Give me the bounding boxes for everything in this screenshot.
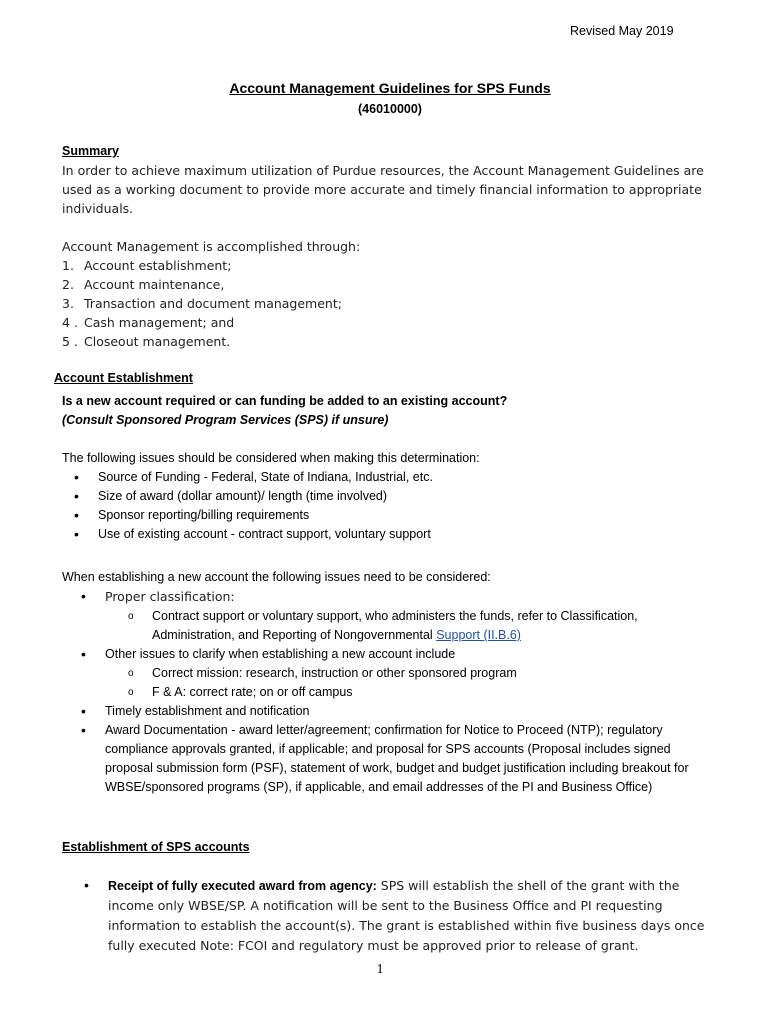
list-item: o Contract support or voluntary support, who administers the funds, refer to Classification, Administration, and Reporting of Nongovernmental Support (II.B.6) [62,607,712,645]
list-item: o F & A: correct rate; on or off campus [62,683,712,702]
revised-date: Revised May 2019 [570,24,674,38]
sps-accounts-heading: Establishment of SPS accounts [62,840,250,854]
support-link[interactable]: Support (II.B.6) [436,628,521,642]
sps-accounts-section [62,876,712,956]
issues-list [60,468,712,544]
list-item: 2. Account maintenance, [62,277,225,292]
list-item: 1. Account establishment; [62,258,232,273]
proper-sub-list [62,607,712,645]
list-item: o Correct mission: research, instruction or other sponsored program [62,664,712,683]
document-code: (46010000) [358,102,422,116]
list-item: • Use of existing account - contract support, voluntary support [60,525,712,544]
other-sub-list [62,664,712,702]
summary-section [62,142,712,351]
new-account-intro: When establishing a new account the following issues need to be considered: [62,570,491,584]
list-item: • Award Documentation - award letter/agreement; confirmation for Notice to Proceed (NTP); regulatory compliance approvals granted, if applicable; and proposal for SPS accounts (Proposal includes signed proposal submission form (PSF), statement of work, budget and budget justification including breakout for WBSE/sponsored programs (SP), if applicable, and email addresses of the PI and Business Office) [67,721,712,797]
document-title: Account Management Guidelines for SPS Funds [229,80,551,96]
account-establishment-section [62,392,712,797]
list-item: • Other issues to clarify when establishing a new account include [67,645,712,664]
list-item: 4 . Cash management; and [62,315,235,330]
account-establishment-heading: Account Establishment [54,371,193,385]
establishment-question: Is a new account required or can funding be added to an existing account? [62,394,508,408]
summary-heading: Summary [62,144,119,158]
list-item [70,876,712,956]
summary-text: In order to achieve maximum utilization of Purdue resources, the Account Management Guidelines are used as a working document to provide more accurate and timely financial information to appropriate individuals. [62,163,704,216]
receipt-label: Receipt of fully executed award from agency: [108,879,377,893]
sps-accounts-list [70,876,712,956]
issues-intro: The following issues should be considered when making this determination: [62,451,480,465]
list-item: 3. Transaction and document management; [62,296,342,311]
list-item: • Source of Funding - Federal, State of Indiana, Industrial, etc. [60,468,712,487]
list-item [67,587,712,607]
list-item: • Timely establishment and notification [67,702,712,721]
list-item: • Size of award (dollar amount)/ length (time involved) [60,487,712,506]
new-account-list [67,587,712,607]
timely-list [67,702,712,797]
other-issues-list [67,645,712,664]
list-item: • Sponsor reporting/billing requirements [60,506,712,525]
summary-list [62,256,712,351]
list-item: 5 . Closeout management. [62,334,231,349]
page-number: 1 [376,962,384,977]
establishment-consult: (Consult Sponsored Program Services (SPS) if unsure) [62,413,389,427]
summary-list-intro: Account Management is accomplished through: [62,239,361,254]
receipt-text: SPS will establish the shell of the grant with the income only WBSE/SP. A notification will be sent to the Business Office and PI requesting information to establish the account(s). The grant is established within five business days once fully executed Note: FCOI and regulatory must be approved prior to release of grant. [108,878,705,953]
proper-classification: Proper classification: [105,589,235,604]
